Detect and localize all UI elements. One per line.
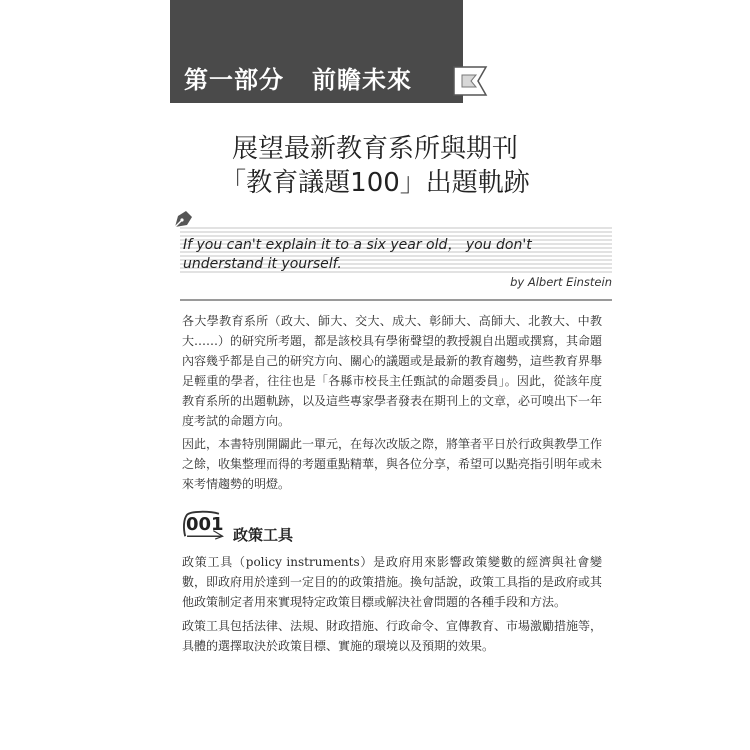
quote-author: by Albert Einstein [510, 275, 612, 289]
section-title: 政策工具 [233, 526, 294, 544]
chapter-title [0, 132, 750, 200]
quote-divider [180, 299, 612, 301]
quote-text: If you can't explain it to a six year old， you don't understand it yourself. [183, 237, 532, 272]
part-title-prefix: 第一部分 [184, 66, 284, 94]
part-title [184, 60, 412, 95]
ribbon-flag-icon [452, 63, 492, 99]
chapter-title-line2: 「教育議題100」出題軌跡 [220, 168, 530, 198]
intro-paragraph-1: 各大學教育系所（政大、師大、交大、成大、彰師大、高師大、北教大、中教大……）的研究所考題，都是該校具有學術聲望的教授親自出題或撰寫，其命題內容幾乎都是自己的研究方向、關心的議題或是最新的教育趨勢，這些教育界舉足輕重的學者，往往也是「各縣市校長主任甄試的命題委員」。因此，從該年度教育系所的出題軌跡，以及這些專家學者發表在期刊上的文章，必可嗅出下一年度考試的命題方向。 [182, 314, 603, 428]
chapter-title-line1: 展望最新教育系所與期刊 [231, 134, 518, 164]
section-number: 001 [186, 514, 224, 535]
intro-paragraph-2: 因此，本書特別開闢此一單元，在每次改版之際，將筆者平日於行政與教學工作之餘，收集整理而得的考題重點精華，與各位分享，希望可以點亮指引明年或未來考情趨勢的明燈。 [182, 437, 603, 491]
part-title-main: 前瞻未來 [312, 66, 412, 94]
section-paragraph-2: 政策工具包括法律、法規、財政措施、行政命令、宣傳教育、市場激勵措施等，具體的選擇取決於政策目標、實施的環境以及預期的效果。 [182, 619, 603, 653]
section-paragraph-1: 政策工具（policy instruments）是政府用來影響政策變數的經濟與社會變數，即政府用於達到一定目的的政策措施。換句話說，政策工具指的是政府或其他政策制定者用來實現特定政策目標或解決社會問題的各種手段和方法。 [182, 555, 603, 609]
